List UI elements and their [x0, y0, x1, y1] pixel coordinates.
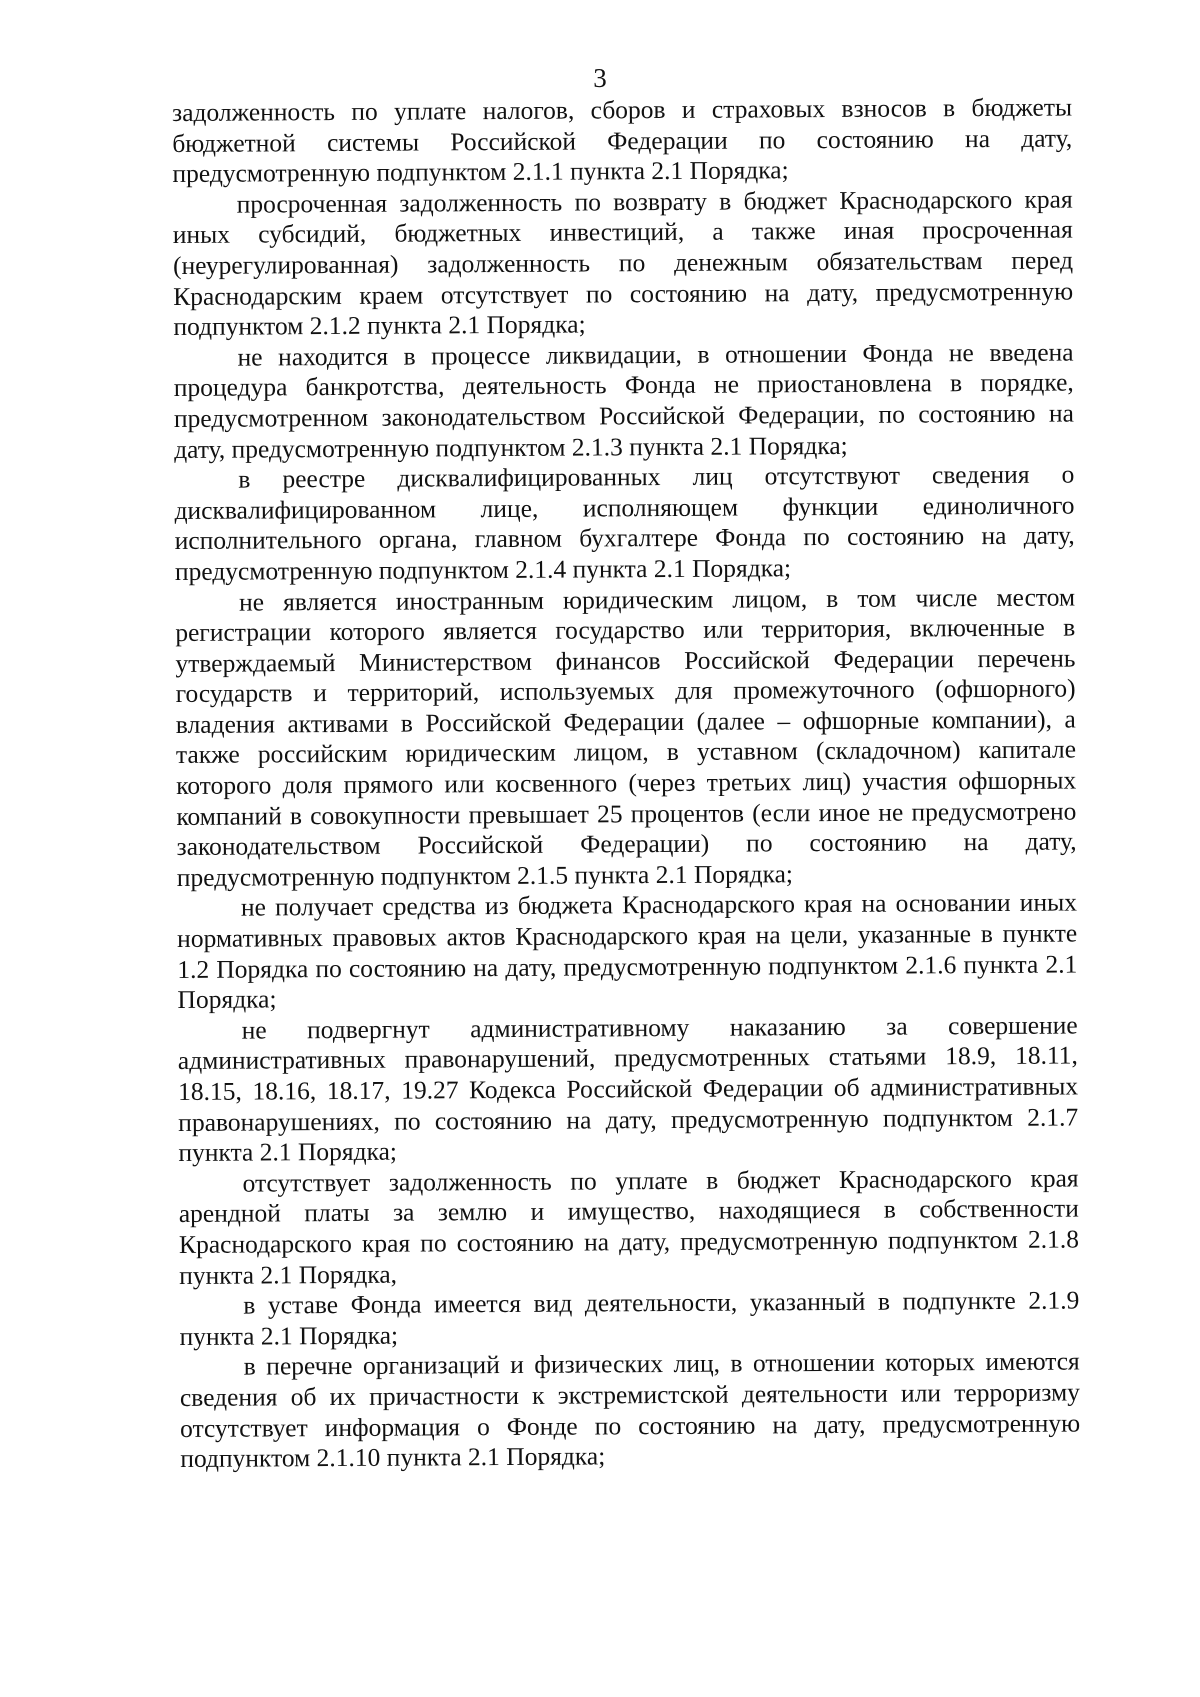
document-body [172, 93, 1080, 1475]
paragraph-debt-taxes: задолженность по уплате налогов, сборов и страховых взносов в бюджеты бюджетной системы Российской Федерации по состоянию на дату, предусмотренную подпунктом 2.1.1 пункта 2.1 Порядка; [172, 92, 1073, 189]
paragraph-rent-debt: отсутствует задолженность по уплате в бюджет Краснодарского края арендной платы за землю и имущество, находящиеся в собственности Краснодарского края по состоянию на дату, предусмотренную подпунктом 2.1.8 пункта 2.1 Порядка, [178, 1163, 1080, 1290]
paragraph-other-funds: не получает средства из бюджета Краснодарского края на основании иных нормативных правовых актов Краснодарского края на цели, указанные в пункте 1.2 Порядка по состоянию на дату, предусмотренную подпунктом 2.1.6 пункта 2.1 Порядка; [177, 887, 1078, 1015]
paragraph-offshore: не является иностранным юридическим лицом, в том числе местом регистрации которого является государство или территория, включенные в утверждаемый Министерством финансов Российской Федерации перечень государств и территорий, используемых для промежуточного (офшорного) владения активами в Российской Федерации (далее – офшорные компании), а также российским юридическим лицом, в уставном (складочном) капитале которого доля прямого или косвенного (через третьих лиц) участия офшорных компаний в совокупности превышает 25 процентов (если иное не предусмотрено законодательством Российской Федерации) по состоянию на дату, предусмотренную подпунктом 2.1.5 пункта 2.1 Порядка; [175, 581, 1077, 892]
page-number: 3 [593, 63, 607, 93]
paragraph-charter-activity: в уставе Фонда имеется вид деятельности, указанный в подпункте 2.1.9 пункта 2.1 Порядка; [179, 1285, 1080, 1351]
paragraph-overdue-debt: просроченная задолженность по возврату в бюджет Краснодарского края иных субсидий, бюджетных инвестиций, а также иная просроченная (неурегулированная) задолженность по денежным обязательствам перед Краснодарским краем отсутствует по состоянию на дату, предусмотренную подпунктом 2.1.2 пункта 2.1 Порядка; [172, 184, 1074, 342]
paragraph-extremism-list: в перечне организаций и физических лиц, в отношении которых имеются сведения об их причастности к экстремистской деятельности или терроризму отсутствует информация о Фонде по состоянию на дату, предусмотренную подпунктом 2.1.10 пункта 2.1 Порядка; [179, 1346, 1081, 1474]
paragraph-disqualified-persons: в реестре дисквалифицированных лиц отсутствуют сведения о дисквалифицированном лице, исполняющем функции единоличного исполнительного органа, главном бухгалтере Фонда по состоянию на дату, предусмотренную подпунктом 2.1.4 пункта 2.1 Порядка; [174, 459, 1075, 586]
paragraph-administrative-penalty: не подвергнут административному наказанию за совершение административных правонарушений, предусмотренных статьями 18.9, 18.11, 18.15, 18.16, 18.17, 19.27 Кодекса Российской Федерации об административных правонарушениях, по состоянию на дату, предусмотренную подпунктом 2.1.7 пункта 2.1 Порядка; [177, 1010, 1079, 1168]
paragraph-liquidation: не находится в процессе ликвидации, в отношении Фонда не введена процедура банкротства, деятельность Фонда не приостановлена в порядке, предусмотренном законодательством Российской Федерации, по состоянию на дату, предусмотренную подпунктом 2.1.3 пункта 2.1 Порядка; [173, 337, 1075, 464]
